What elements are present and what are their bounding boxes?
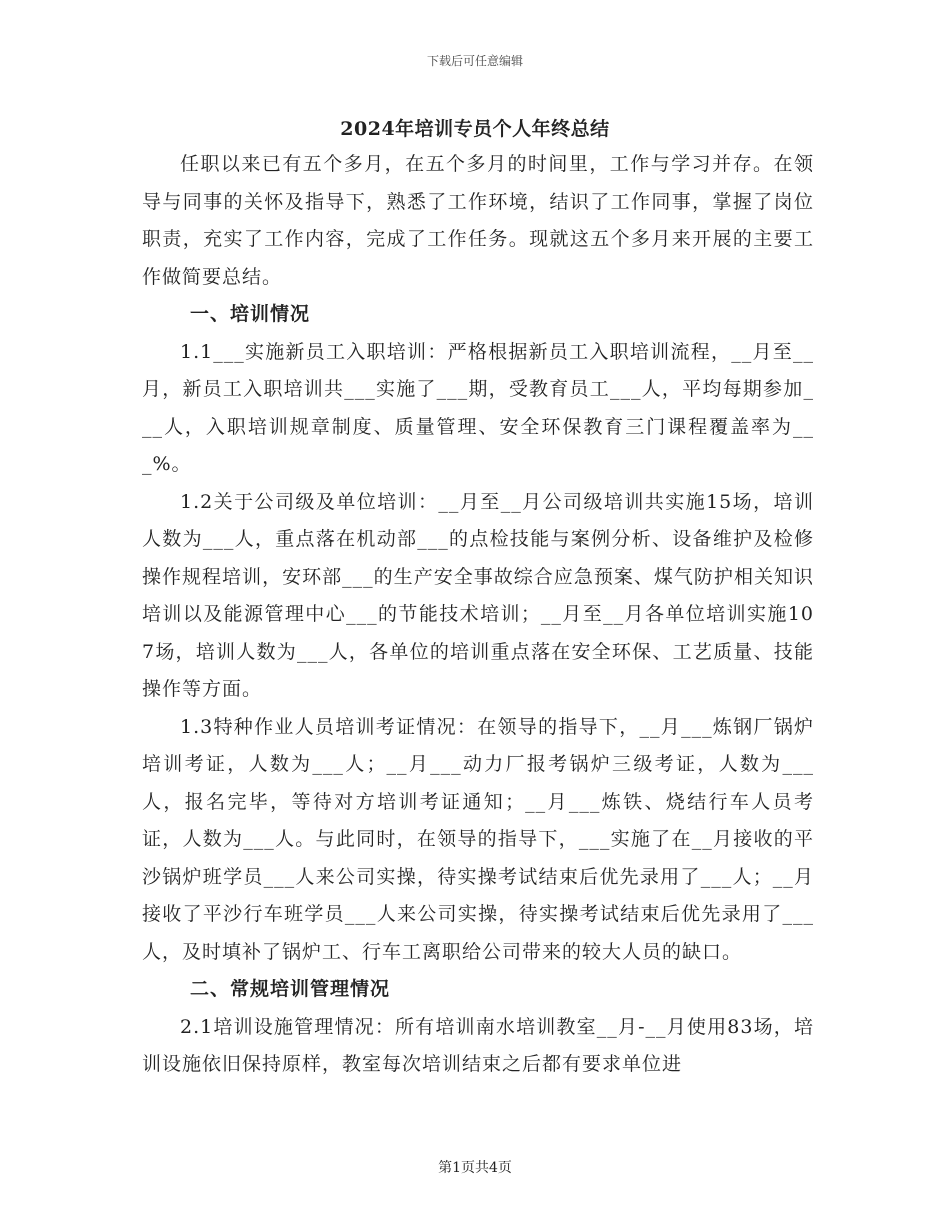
document-body [142,146,814,1084]
paragraph-1-1: 1.1___实施新员工入职培训：严格根据新员工入职培训流程，__月至__月，新员工入职培训共___实施了___期，受教育员工___人，平均每期参加___人，入职培训规章制度、质量管理、安全环保教育三门课程覆盖率为___%。 [142,340,814,475]
document-title: 2024年培训专员个人年终总结 [340,118,610,140]
paragraph-1-3: 1.3特种作业人员培训考证情况：在领导的指导下，__月___炼钢厂锅炉培训考证，人数为___人；__月___动力厂报考锅炉三级考证，人数为___人，报名完毕，等待对方培训考证通知；__月___炼铁、烧结行车人员考证，人数为___人。与此同时，在领导的指导下，___实施了在__月接收的平沙锅炉班学员___人来公司实操，待实操考试结束后优先录用了___人；__月接收了平沙行车班学员___人来公司实操，待实操考试结束后优先录用了___人，及时填补了锅炉工、行车工离职给公司带来的较大人员的缺口。 [142,715,814,963]
section-heading-routine-management: 二、常规培训管理情况 [190,978,391,1000]
page-number-footer: 第1页共4页 [438,1160,512,1176]
paragraph-1-2: 1.2关于公司级及单位培训：__月至__月公司级培训共实施15场，培训人数为___人，重点落在机动部___的点检技能与案例分析、设备维护及检修操作规程培训，安环部___的生产安全事故综合应急预案、煤气防护相关知识培训以及能源管理中心___的节能技术培训；__月至__月各单位培训实施107场，培训人数为___人，各单位的培训重点落在安全环保、工艺质量、技能操作等方面。 [142,490,814,700]
intro-paragraph: 任职以来已有五个多月，在五个多月的时间里，工作与学习并存。在领导与同事的关怀及指导下，熟悉了工作环境，结识了工作同事，掌握了岗位职责，充实了工作内容，完成了工作任务。现就这五个多月来开展的主要工作做简要总结。 [142,153,814,288]
header-note: 下载后可任意编辑 [426,54,523,68]
section-heading-training: 一、培训情况 [190,303,311,325]
paragraph-2-1: 2.1培训设施管理情况：所有培训南水培训教室__月-__月使用83场，培训设施依旧保持原样，教室每次培训结束之后都有要求单位进 [142,1015,814,1075]
